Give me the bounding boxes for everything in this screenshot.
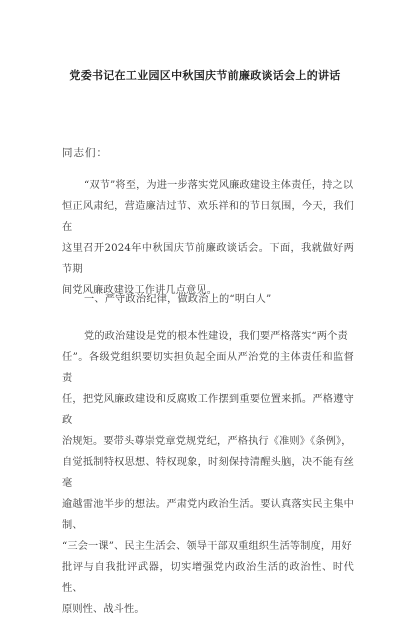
paragraph-line: 任”。各级党组织要切实担负起全面从严治党的主体责任和监督责	[62, 352, 354, 384]
paragraph-line: 恒正风肃纪，营造廉洁过节、欢乐祥和的节日氛围，今天，我们在	[62, 201, 354, 233]
paragraph-line: 自觉抵制特权思想、特权现象，时刻保持清醒头脑，决不能有丝毫	[62, 457, 354, 489]
paragraph-political-discipline	[62, 326, 354, 620]
document-title: 党委书记在工业园区中秋国庆节前廉政谈话会上的讲话	[69, 69, 341, 82]
paragraph-line: 间党风廉政建设工作讲几点意见。	[62, 285, 218, 296]
paragraph-line: 治规矩。要带头尊崇党章党规党纪，严格执行《准则》《条例》，	[62, 436, 352, 447]
paragraph-line: 这里召开2024年中秋国庆节前廉政谈话会。下面，我就做好两节期	[62, 243, 354, 275]
paragraph-line: 批评与自我批评武器，切实增强党内政治生活的政治性、时代性、	[62, 562, 354, 594]
paragraph-line: “双节”将至，为进一步落实党风廉政建设主体责任，持之以	[84, 180, 354, 191]
paragraph-line: 逾越雷池半步的想法。严肃党内政治生活。要认真落实民主集中制、	[62, 499, 354, 531]
paragraph-line: 党的政治建设是党的根本性建设，我们要严格落实“两个责	[84, 331, 348, 342]
paragraph-line: 原则性、战斗性。	[62, 604, 145, 615]
section-heading: 一、严守政治纪律，做政治上的“明白人”	[84, 294, 272, 305]
paragraph-line: “三会一课”、民主生活会、领导干部双重组织生活等制度，用好	[62, 541, 352, 552]
salutation: 同志们：	[62, 147, 108, 159]
paragraph-intro	[62, 175, 354, 301]
paragraph-line: 任，把党风廉政建设和反腐败工作摆到重要位置来抓。严格遵守政	[62, 394, 354, 426]
